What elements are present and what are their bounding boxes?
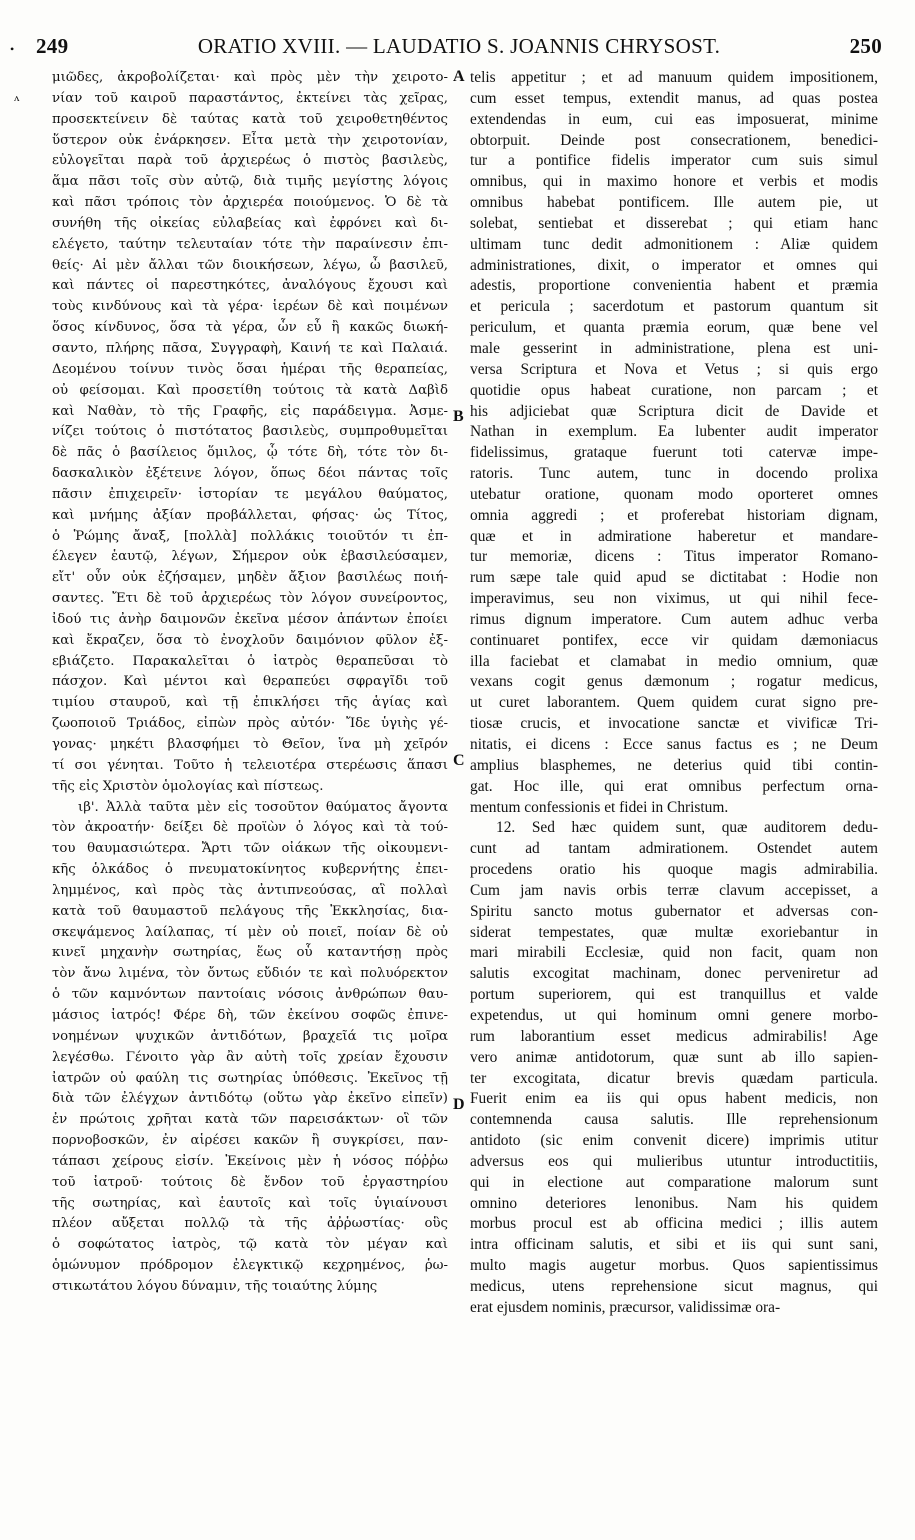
greek-line: ἐν πρώτοις χρῆται κατὰ τῶν παρεισάκτων· οἳ τῶν (52, 1112, 448, 1128)
latin-line: morbus procul est ab officina medici ; illis autem (470, 1215, 878, 1233)
greek-line: έλεγεν ἑαυτῷ, λέγων, Σήμερον οὐκ ἐβασιλεύσαμεν, (52, 549, 448, 565)
greek-column (52, 68, 448, 1298)
greek-line: τῆς σωτηρίας, καὶ ἑαυτοῖς καὶ τοῖς ὑγιαίνουσι (52, 1195, 448, 1211)
latin-line: ratoris. Tunc autem, tunc in docendo prolixa (470, 465, 878, 483)
greek-line: σκεψάμενος λαίλαπας, τί μὲν οὐ ποιεῖ, ποίαν δὲ οὐ (52, 924, 448, 940)
latin-line: cunt ad tantam admirationem. Ostendet autem (470, 840, 878, 858)
latin-line: rimus dignum imperatore. Cum autem adhuc verba (470, 610, 878, 628)
greek-line: τὸν ἀκροατήν· δείξει δὲ προϊὼν ὁ λόγος καὶ τὰ τού- (52, 820, 448, 836)
latin-column (470, 68, 878, 1319)
latin-line: ultimam tunc dedit admonitionem : Aliæ quidem (470, 235, 878, 253)
latin-line: mentum confessionis et fidei in Christum. (470, 798, 729, 816)
greek-line: θείς· Αἱ μὲν ἄλλαι τῶν διοικήσεων, λέγω, ὦ βασιλεῦ, (52, 257, 448, 273)
latin-line: mari mirabili Ecclesiæ, quid non facit, quam non (470, 944, 878, 962)
greek-line: τῆς εἰς Χριστὸν ὁμολογίας καὶ πίστεως. (52, 778, 324, 794)
latin-line: qui in electione aut comparatione malorum sunt (470, 1173, 878, 1191)
greek-line: καὶ πάντες οἱ παρεστηκότες, ἀναλόγους ἔχουσι καὶ (52, 278, 448, 294)
greek-line: μιῶδες, ἀκροβολίζεται· καὶ πρὸς μὲν τὴν χειροτο- (52, 70, 448, 85)
latin-line: imperavimus, seu non viximus, ut qui nihil fece- (470, 590, 878, 608)
greek-line: καὶ μνήμης ἀξίαν προβάλλεται, φήσας· ὡς Τίτος, (52, 507, 448, 523)
margin-tick: ʌ (14, 92, 20, 104)
latin-line: obtorpuit. Deinde post consecrationem, benedici- (470, 131, 878, 149)
latin-line: male gesserint in administratione, plena est uni- (470, 339, 878, 357)
greek-line: τοὺς κινδύνους καὶ τὰ γέρα· ἱερέων δὲ καὶ ποιμένων (52, 299, 448, 315)
greek-line: γονας· μηκέτι βλασφήμει τὸ Θεῖον, ἵνα μὴ χεῖρόν (52, 737, 448, 752)
latin-line: solebat, sentiebat et disserebat ; qui etiam hanc (470, 214, 878, 232)
greek-line: σαντες. Ἔτι δὲ τοῦ ἀρχιερέως τὸν λόγον συνείροντος, (52, 591, 448, 607)
greek-line: κινεῖ μηχανὴν σωτηρίας, ἕως οὗ καταντήσῃ πρὸς (52, 945, 448, 961)
latin-line: expetendus, ut qui hominum omni genere morbo- (470, 1006, 878, 1024)
section-marker-a: A (453, 68, 465, 85)
page-number-left: 249 (36, 34, 69, 58)
latin-line: administrationes, dixit, o imperator et omnes qui (470, 256, 878, 274)
greek-line: ὁμώνυμον πρόδρομον ἐλεγκτικῷ κεχρημένος, ῥω- (52, 1258, 448, 1274)
margin-dot: • (10, 42, 15, 56)
greek-line: ζωοποιοῦ Τριάδος, εἰπὼν πρὸς αὐτόν· Ἴδε ὑγιὴς γέ- (52, 716, 448, 732)
greek-line: στικωτάτου λόγου δύναμιν, τῆς τοιαύτης λύμης (52, 1278, 378, 1294)
greek-line: εὐλογεῖται παρὰ τοῦ ἀρχιερέως ὁ πιστὸς βασιλεὺς, (52, 153, 448, 169)
latin-line: contemnenda causa salutis. Ille reprehensionum (470, 1111, 878, 1129)
latin-line: omnia aggredi ; et proferebat historiam dignam, (470, 506, 878, 524)
greek-line: του θαυμασιώτερα. Ἄρτι τῶν οἰάκων τῆς οἰκουμενι- (52, 841, 448, 857)
latin-line: nitatis, ei dicens : Ecce sanus factus es ; ne Deum (470, 736, 878, 753)
greek-line: δασκαλικὸν ἐξέτεινε λόγον, ὅπως δέοι πάντας τοῖς (52, 466, 448, 482)
running-title: ORATIO XVIII. — LAUDATIO S. JOANNIS CHRYSOST. (197, 34, 721, 58)
greek-line: πορνοβοσκῶν, ἐν αἱρέσει κακῶν ἢ συγκρίσει, παν- (52, 1133, 448, 1149)
greek-line: ἅμα πᾶσι τοῖς σὺν αὐτῷ, διὰ τιμῆς μεγίστης λόγοις (52, 174, 448, 190)
greek-line: ιβ'. Ἀλλὰ ταῦτα μὲν εἰς τοσοῦτον θαύματος ἄγοντα (78, 799, 448, 815)
greek-line: τάπασι χείρους εἰσίν. Ἐκείνοις μὲν ἡ νόσος πόῤῥω (52, 1153, 448, 1169)
latin-line: cum esset tempus, extendit manus, ad quas postea (470, 89, 878, 107)
latin-line: fidelissimus, grataque fuerunt toti catervæ impe- (470, 444, 878, 462)
latin-line: erat ejusdem nominis, præcursor, validissimæ ora- (470, 1298, 781, 1316)
latin-line: Spiritu sancto motus gubernator et adversas con- (470, 902, 878, 920)
latin-line: versa Scriptura et Nova et Vetus ; si quis ergo (470, 360, 878, 378)
latin-line: antidoto (sic enim convenit dicere) imprimis utitur (470, 1132, 878, 1150)
latin-line: ut curet laborantem. Quem quidem curat signo pre- (470, 694, 878, 712)
greek-line: σαντο, πλήρης πᾶσα, Συγγραφὴ, Καινή τε καὶ Παλαιά. (52, 340, 448, 356)
greek-line: τοῦ ἰατροῦ· τούτοις δὲ ἔνδον τοῦ ἐργαστηρίου (52, 1174, 448, 1190)
greek-line: τιμίου σταυροῦ, καὶ τῇ ἐπικλήσει τῆς ἁγίας καὶ (52, 695, 448, 711)
latin-line: extendendas in eum, cui eas imposuerat, minime (470, 110, 878, 128)
latin-line: rum laborantium esset medicus admirabilis! Age (470, 1027, 878, 1045)
greek-line: καὶ ἔκραζεν, ὅσα τὸ ἐνοχλοῦν δαιμόνιον φῦλον ἐξ- (52, 632, 448, 648)
section-marker-c: C (453, 752, 465, 769)
greek-line: κατὰ τοῦ θαυμαστοῦ πελάγους τῆς Ἐκκλησίας, δια- (52, 903, 448, 919)
latin-line: utebatur oratione, quonam modo oporteret omnes (470, 485, 878, 503)
greek-line: ἰατρῶν οὐ φαύλη τις σωτηρίας ὑπόθεσις. Ἐκεῖνος τῇ (52, 1070, 448, 1086)
running-header (36, 34, 882, 64)
greek-line: πᾶσιν ἐπιχειρεῖν· ἱστορίαν τε μεγάλου θαύματος, (52, 486, 448, 502)
greek-line: ὁ τῶν καμνόντων παντοίαις νόσοις ἀνθρώπων θαυ- (52, 987, 448, 1003)
section-marker-b: B (453, 408, 464, 425)
greek-line: Δεομένου τοίνυν τινὸς ὅσαι ἡμέραι τῆς θεραπείας, (52, 361, 448, 377)
latin-line: vero animæ antidotorum, quæ sunt ab illo sapien- (470, 1048, 878, 1066)
latin-line: gat. Hoc ille, qui erat omnibus perfectum orna- (470, 777, 878, 795)
greek-line: μάσιος ἰατρός! Φέρε δὴ, τῶν ἐκείνου σοφῶς ἐπινε- (52, 1007, 448, 1023)
greek-line: κῆς ὁλκάδος ὁ πνευματοκίνητος κυβερνήτης ἐπει- (52, 862, 448, 878)
greek-line: προσεκτείνειν δὲ ταύτας κατὰ τοῦ χειροθετηθέντος (52, 111, 448, 127)
latin-line: rum sæpe tale quid apud se dictitabat : Hodie non (470, 569, 878, 587)
latin-line: quotidie opus habeat curatione, non parcam ; et (470, 381, 878, 399)
latin-line: ter excogitata, dicatur brevis quædam particula. (470, 1069, 878, 1087)
latin-line: omnibus habebat pontificem. Ille autem pie, ut (470, 194, 878, 212)
latin-line: procedens oratio his quoque magis admirabilia. (470, 861, 878, 879)
greek-line: λημμένος, καὶ πρὸς τὰς ἀντιπνεούσας, αἳ πολλαὶ (52, 882, 448, 898)
greek-line: οὐ φείσομαι. Καὶ προσετίθη τούτοις τὰ κατὰ Δαβὶδ (52, 382, 448, 398)
latin-line: siderat tempestates, quæ multæ exoriebantur in (470, 923, 878, 941)
greek-line: λεγέσθω. Γένοιτο γὰρ ἂν αὐτὴ τοῖς χρείαν ἔχουσιν (52, 1049, 448, 1065)
latin-line: his adjiciebat quæ Scriptura dicit de Davide et (470, 402, 878, 420)
latin-line: portum superiorem, qui est tranquillus et valde (470, 986, 878, 1004)
latin-line: telis appetitur ; et ad manuum quidem impositionem, (470, 69, 878, 86)
latin-line: quæ et in admiratione haberetur et mandare- (470, 527, 878, 545)
section-marker-d: D (453, 1096, 465, 1113)
latin-line: salutis excogitat machinam, donec perveniretur ad (470, 965, 878, 983)
greek-line: τί σοι γένηται. Τοῦτο ἡ τελειοτέρα στερέωσις ἅπασι (52, 757, 448, 773)
greek-line: διὰ τῶν ἐλέγχων ἀντιδότῳ (οὕτω γὰρ ἐκεῖνο εἰπεῖν) (52, 1091, 448, 1107)
latin-line: Cum jam navis orbis terræ clavum accepisset, a (470, 881, 878, 899)
latin-line: omnibus, qui in maximo honore et verbis et modis (470, 173, 878, 191)
latin-line: periculum, et quanta præmia eorum, quæ bene vel (470, 319, 878, 337)
greek-line: ὁ σοφώτατος ἰατρὸς, τῷ κατὰ τὸν μέγαν καὶ (52, 1237, 448, 1253)
greek-line: ἰδού τις ἀνὴρ δαιμονῶν ἐκεῖνα μέσον ἁπάντων ἐποίει (52, 611, 448, 627)
latin-line: adversus eos qui mulieribus utuntur introductitiis, (470, 1152, 878, 1170)
latin-line: multo magis augetur morbus. Quos sapientissimus (470, 1257, 878, 1275)
latin-line: vexans cogit genus dæmonum ; rogatur medicus, (470, 673, 878, 691)
latin-line: Fuerit enim ea iis qui opus habent medicis, non (470, 1090, 878, 1108)
greek-line: νοημένων ψυχικῶν ἀντιδότων, βραχεῖά τις μοῖρα (52, 1028, 448, 1044)
latin-line: tur memoriæ, dicens : Titus imperator Romano- (470, 548, 878, 566)
greek-line: ὕστερον οὐκ ἐνάρκησεν. Εἶτα μετὰ τὴν χειροτονίαν, (52, 132, 448, 148)
latin-line: et pericula ; sacerdotum et pastorum quantum sit (470, 298, 878, 316)
greek-line: εἴτ' οὖν οὐκ ἐζήσαμεν, μηδὲν ἄξιον βασιλέως ποιή- (52, 570, 448, 586)
greek-line: ελέγετο, ταύτην τελευταίαν τότε τὴν παραίνεσιν ἐπι- (52, 236, 448, 252)
greek-line: τὸν ἄνω λιμένα, τὸν ὄντως εὔδιόν τε καὶ πολυόρεκτον (52, 966, 448, 982)
greek-line: πάσχον. Καὶ μέντοι καὶ θεραπεύει σφραγῖδι τοῦ (52, 674, 448, 690)
latin-line: omnino deteriores lenonibus. Nam his quidem (470, 1194, 878, 1212)
latin-line: adestis, proportione convenientia habent et præmia (470, 277, 878, 295)
latin-line: 12. Sed hæc quidem sunt, quæ auditorem dedu- (496, 819, 878, 837)
greek-line: ὅσος κίνδυνος, ὅσα τὰ γέρα, ὧν εὖ ἢ κακῶς διωκή- (52, 320, 448, 336)
greek-line: ὁ Ῥώμης ἄναξ, [πολλὰ] πολλάκις τοιοῦτόν τι ἐπ- (52, 528, 448, 544)
greek-line: πλέον αὔξεται πολλῷ τὰ τῆς ἀῤῥωστίας· οὓς (52, 1216, 448, 1232)
greek-line: νίζει τούτοις ὁ πιστότατος βασιλεὺς, συμπροθυμεῖται (52, 424, 448, 440)
latin-line: tur a pontifice fidelis imperator cum suis simul (470, 152, 878, 170)
greek-line: καὶ πᾶσι τρόποις τὸν ἀρχιερέα ποιούμενος. Ὁ δὲ τὰ (52, 195, 448, 211)
greek-line: εβιάζετο. Παρακαλεῖται ὁ ἰατρὸς θεραπεῦσαι τὸ (52, 653, 448, 669)
latin-line: medicus, utens reprehensione sicut magnus, qui (470, 1277, 878, 1295)
latin-line: tiosæ crucis, et invocatione sanctæ et vivificæ Tri- (470, 715, 878, 733)
latin-line: intra officinam salutis, et sibi et iis qui sunt sani, (470, 1236, 878, 1254)
greek-line: δὲ πᾶς ὁ βασίλειος ὅμιλος, ᾧ τότε δὴ, τότε τὸν δι- (52, 445, 448, 461)
greek-line: νίαν τοῦ καιροῦ παραστάντος, ἐκτείνει τὰς χεῖρας, (52, 90, 448, 106)
latin-line: Nathan in exemplum. Ea lubenter audit imperator (470, 423, 878, 441)
latin-line: continuaret pontifex, ecce vir quidam dæmoniacus (470, 631, 878, 649)
greek-line: συνήθη τῆς οἰκείας εὐλαβείας καὶ ἐφρόνει καὶ δι- (52, 215, 448, 231)
latin-line: illa faciebat et clamabat in medio omnium, quæ (470, 652, 878, 670)
page-number-right: 250 (849, 34, 882, 58)
greek-line: καὶ Ναθὰν, τὸ τῆς Γραφῆς, εἰς παράδειγμα. Ἀσμε- (52, 403, 448, 419)
latin-line: amplius blasphemes, ne deterius quid tibi contin- (470, 756, 878, 774)
